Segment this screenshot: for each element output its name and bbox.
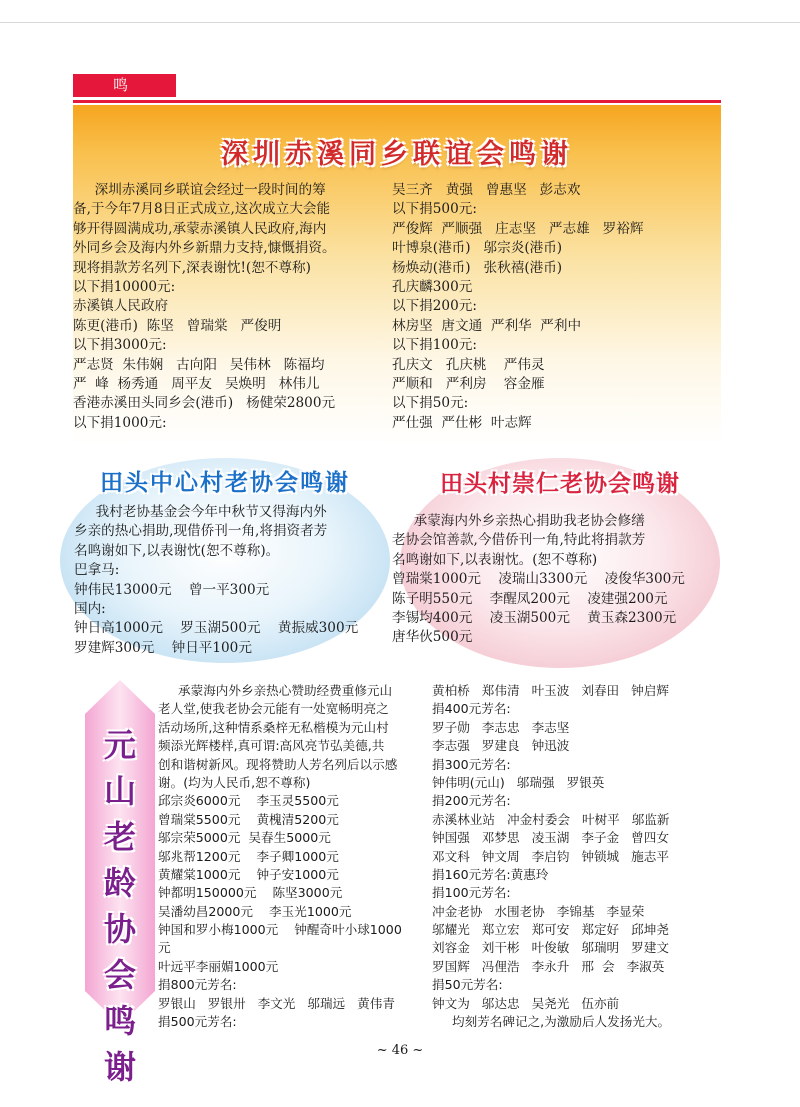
text-line: 陈子明550元 李醒凤200元 凌建强200元: [392, 590, 668, 607]
section1-right-column: [392, 181, 722, 433]
text-line: 我村老协基金会今年中秋节又得海内外: [74, 504, 327, 520]
text-line: 钟国强 邓梦思 凌玉湖 李子金 曾四女: [432, 830, 669, 846]
section4-title-char: 老: [103, 818, 136, 856]
text-line: 钟日高1000元 罗玉湖500元 黄振威300元: [74, 620, 359, 637]
text-line: 钟伟民13000元 曾一平300元: [74, 581, 270, 598]
header-line: [73, 100, 721, 103]
text-line: 捐300元芳名:: [432, 756, 511, 772]
text-line: 曾瑞棠1000元 凌瑞山3300元 凌俊华300元: [392, 571, 685, 588]
text-line: 邓文科 钟文周 李启钧 钟锁城 施志平: [432, 848, 669, 864]
text-line: 赤溪林业站 冲金村委会 叶树平 邬监新: [432, 811, 670, 827]
text-line: 黄耀棠1000元 钟子安1000元: [158, 866, 339, 882]
text-line: 创和谐树新风。现将赞助人芳名列后以示感: [158, 756, 398, 772]
text-line: 深圳赤溪同乡联谊会经过一段时间的筹: [73, 182, 326, 198]
text-line: 邬耀光 郑立宏 郑可安 郑定好 邱坤尧: [432, 922, 669, 938]
text-line: 以下捐3000元:: [73, 337, 167, 354]
text-line: 捐400元芳名:: [432, 701, 511, 717]
text-line: 名鸣谢如下,以表谢忱(恕不尊称)。: [74, 542, 280, 559]
text-line: 吴潘幼昌2000元 李玉光1000元: [158, 903, 352, 919]
text-line: 以下捐10000元:: [73, 278, 176, 295]
text-line: 香港赤溪田头同乡会(港币) 杨健荣2800元: [73, 395, 336, 412]
text-line: 孔庆麟300元: [392, 278, 473, 295]
text-line: 巴拿马:: [74, 562, 120, 579]
text-line: 罗银山 罗银卅 李文光 邬瑞远 黄伟青: [158, 995, 395, 1011]
text-line: 叶博泉(港币) 邬宗炎(港币): [392, 240, 563, 257]
section4-title-char: 元: [103, 726, 136, 764]
section1-title: 深圳赤溪同乡联谊会鸣谢: [221, 139, 573, 170]
text-line: 罗建辉300元 钟日平100元: [74, 639, 252, 656]
text-line: 外同乡会及海内外乡新鼎力支持,慷慨捐资。: [73, 240, 336, 257]
section2-title: 田头中心村老协会鸣谢: [100, 470, 350, 496]
text-line: 均刻芳名碑记之,为激励后人发扬光大。: [432, 1014, 671, 1030]
text-line: 严顺和 严利房 容金雁: [392, 375, 545, 392]
section4-title-char: 山: [103, 772, 136, 810]
text-line: 邬兆帮1200元 李子卿1000元: [158, 848, 339, 864]
section4-title: [97, 722, 143, 1090]
text-line: 罗国辉 冯俚浩 李永升 邢 会 李淑英: [432, 958, 665, 974]
text-line: 承蒙海内外乡亲热心捐助我老协会修缮: [392, 513, 645, 529]
text-line: 现将捐款芳名列下,深表谢忱!(恕不尊称): [73, 259, 311, 276]
text-line: 邱宗炎6000元 李玉灵5500元: [158, 793, 339, 809]
text-line: 捐500元芳名:: [158, 1014, 237, 1030]
text-line: 钟伟明(元山) 邬瑞强 罗银英: [432, 774, 605, 790]
section4-title-char: 龄: [103, 864, 136, 902]
text-line: 备,于今年7月8日正式成立,这次成立大会能: [73, 201, 331, 218]
text-line: 钟国和罗小梅1000元 钟醒奇叶小球1000: [158, 922, 402, 938]
section3-title: 田头村崇仁老协会鸣谢: [440, 471, 680, 497]
section3-text: [392, 512, 712, 648]
text-line: 陈更(港币) 陈坚 曾瑞棠 严俊明: [73, 317, 282, 334]
text-line: 孔庆文 孔庆桃 严伟灵: [392, 356, 545, 373]
section4-title-char: 协: [103, 910, 136, 948]
text-line: 名鸣谢如下,以表谢忱。(恕不尊称): [392, 551, 598, 568]
section4-title-char: 鸣: [103, 1002, 136, 1040]
text-line: 承蒙海内外乡亲热心赞助经费重修元山: [158, 683, 393, 698]
text-line: 叶远平李丽媚1000元: [158, 958, 279, 974]
text-line: 严仕强 严仕彬 叶志辉: [392, 414, 532, 431]
text-line: 杨焕动(港币) 张秋禧(港币): [392, 259, 563, 276]
text-line: 以下捐200元:: [392, 298, 477, 315]
text-line: 够开得圆满成功,承蒙赤溪镇人民政府,海内: [73, 220, 327, 237]
text-line: 刘容金 刘干彬 叶俊敏 邬瑞明 罗建文: [432, 940, 669, 956]
text-line: 钟都明150000元 陈坚3000元: [158, 885, 343, 901]
text-line: 吴三齐 黄强 曾惠坚 彭志欢: [392, 182, 581, 198]
text-line: 曾瑞棠5500元 黄槐清5200元: [158, 811, 339, 827]
header-tab: 鸣: [73, 74, 176, 97]
text-line: 捐50元芳名:: [432, 977, 503, 993]
text-line: 以下捐50元:: [392, 395, 469, 412]
text-line: 严俊辉 严顺强 庄志坚 严志雄 罗裕辉: [392, 220, 644, 237]
text-line: 赤溪镇人民政府: [73, 298, 169, 315]
text-line: 以下捐500元:: [392, 201, 477, 218]
section4-title-char: 会: [103, 956, 136, 994]
top-rule: [0, 22, 800, 23]
text-line: 以下捐100元:: [392, 337, 477, 354]
text-line: 李志强 罗建良 钟迅波: [432, 738, 570, 754]
text-line: 频添光辉楼样,真可谓:高风亮节弘美德,共: [158, 738, 385, 754]
section4-left-column: [158, 682, 426, 1031]
text-line: 唐华伙500元: [392, 629, 473, 646]
text-line: 冲金老协 水围老协 李锦基 李显荣: [432, 903, 645, 919]
page-number: ~ 46 ~: [376, 1043, 424, 1058]
text-line: 严 峰 杨秀通 周平友 吴焕明 林伟儿: [73, 375, 320, 392]
text-line: 国内:: [74, 600, 106, 617]
text-line: 以下捐1000元:: [73, 414, 167, 431]
text-line: 谢。(均为人民币,恕不尊称): [158, 774, 311, 790]
text-line: 捐800元芳名:: [158, 977, 237, 993]
text-line: 乡亲的热心捐助,现借侨刊一角,将捐资者芳: [74, 523, 328, 540]
text-line: 捐160元芳名:黄惠玲: [432, 866, 549, 882]
text-line: 严志贤 朱伟娴 古向阳 吴伟林 陈福均: [73, 356, 325, 373]
text-line: 罗子勋 李志忠 李志坚: [432, 719, 570, 735]
text-line: 李锡均400元 凌玉湖500元 黄玉森2300元: [392, 609, 677, 626]
section2-text: [74, 503, 374, 658]
text-line: 老协会馆善款,今借侨刊一角,特此将捐款芳: [392, 532, 646, 549]
text-line: 活动场所,这种情系桑梓无私楷模为元山村: [158, 719, 389, 735]
text-line: 钟文为 邬达忠 吴尧光 伍亦前: [432, 995, 620, 1011]
text-line: 林房坚 唐文通 严利华 严利中: [392, 317, 582, 334]
text-line: 黄柏桥 郑伟清 叶玉波 刘春田 钟启辉: [432, 683, 669, 698]
section1-left-column: [73, 181, 389, 433]
text-line: 老人堂,使我老协会元能有一处宽畅明亮之: [158, 701, 389, 717]
section4-right-column: [432, 682, 722, 1031]
text-line: 邬宗荣5000元 吴春生5000元: [158, 830, 331, 846]
text-line: 捐100元芳名:: [432, 885, 511, 901]
section4-title-char: 谢: [103, 1048, 136, 1086]
text-line: 捐200元芳名:: [432, 793, 511, 809]
text-line: 元: [158, 940, 171, 956]
